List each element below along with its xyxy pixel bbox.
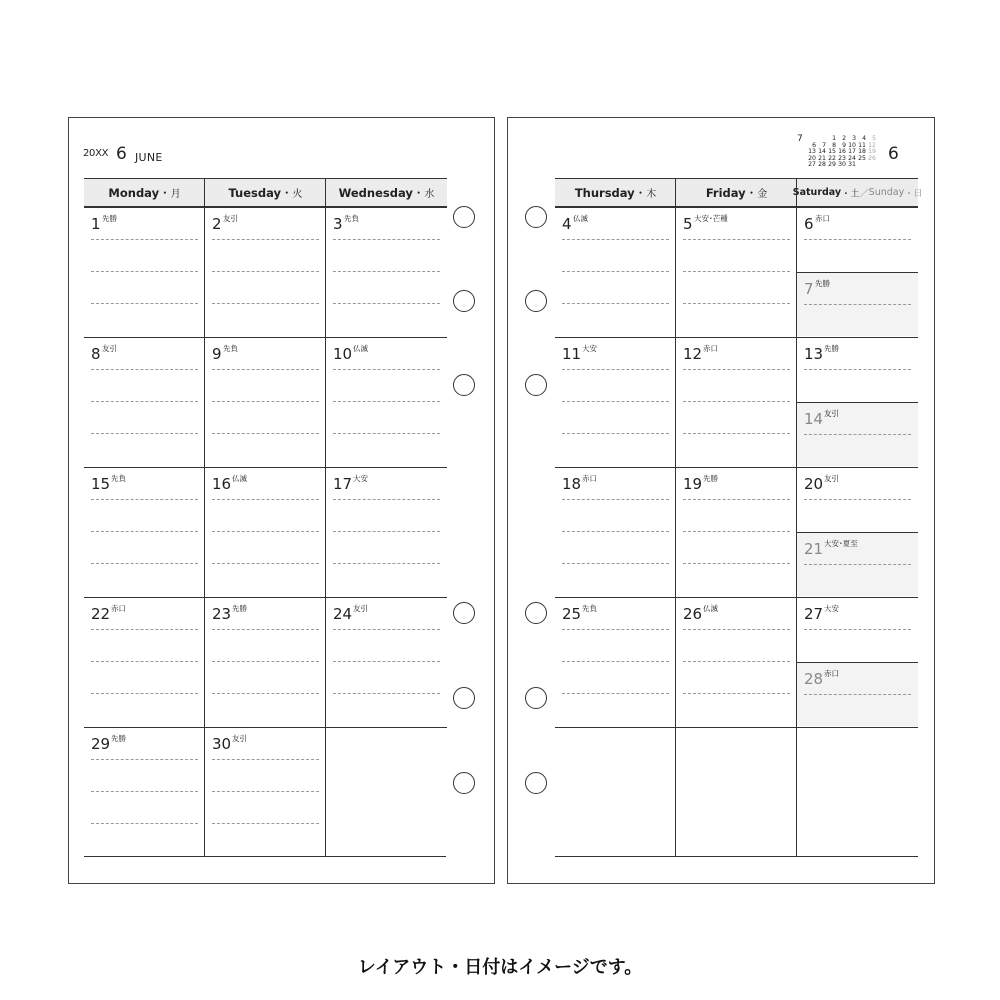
date-number: 20	[804, 475, 824, 493]
rokuyo-label: 先負	[582, 604, 597, 613]
binder-hole	[453, 772, 475, 794]
date-number: 14	[804, 410, 824, 428]
day-name-en: Tuesday	[228, 185, 282, 200]
date-number: 2	[212, 215, 222, 233]
rokuyo-label: 大安	[582, 344, 597, 353]
day-name-en: Saturday	[792, 187, 842, 198]
mini-calendar-day: 24	[848, 154, 856, 162]
writing-line	[562, 531, 669, 532]
date-number: 3	[333, 215, 343, 233]
date-number: 26	[683, 605, 703, 623]
cell-top-rule	[676, 727, 797, 728]
bottom-rule	[84, 856, 446, 857]
writing-line	[333, 271, 440, 272]
date-number: 28	[804, 670, 824, 688]
cell-top-rule	[555, 727, 676, 728]
writing-line	[91, 303, 198, 304]
day-name-jp: 月	[170, 189, 181, 200]
date-number: 9	[212, 345, 222, 363]
day-cell[interactable]	[797, 597, 918, 661]
writing-line	[91, 369, 198, 370]
rokuyo-label: 先勝	[232, 604, 247, 613]
mini-calendar-day: 16	[838, 148, 846, 156]
mini-calendar-day: 25	[858, 154, 866, 162]
empty-cell[interactable]	[797, 727, 918, 856]
cell-top-rule	[84, 337, 205, 338]
mini-calendar-day: 14	[818, 148, 826, 156]
writing-line	[683, 369, 790, 370]
empty-cell[interactable]	[555, 727, 676, 856]
right-month-number: 6	[888, 144, 899, 164]
rokuyo-label: 友引	[824, 474, 839, 483]
date-number: 13	[804, 345, 824, 363]
rokuyo-label: 友引	[353, 604, 368, 613]
day-cell[interactable]	[797, 467, 918, 531]
mini-calendar-day: 5	[872, 135, 876, 142]
writing-line	[333, 369, 440, 370]
day-name-separator: ・	[745, 185, 758, 200]
writing-line	[212, 239, 319, 240]
writing-line	[91, 661, 198, 662]
rokuyo-label: 先勝	[102, 214, 117, 223]
day-name-jp: 土	[850, 188, 860, 199]
date-number: 6	[804, 215, 814, 233]
rokuyo-label: 友引	[102, 344, 117, 353]
writing-line	[562, 239, 669, 240]
cell-top-rule	[326, 467, 447, 468]
day-cell[interactable]	[797, 207, 918, 271]
mini-calendar-day: 21	[818, 154, 826, 162]
day-name-en: Monday	[108, 185, 160, 200]
binder-hole	[525, 290, 547, 312]
rokuyo-label: 先負	[223, 344, 238, 353]
rokuyo-label: 友引	[223, 214, 238, 223]
writing-line	[212, 823, 319, 824]
writing-line	[212, 401, 319, 402]
cell-top-rule	[797, 532, 918, 533]
rokuyo-label: 先勝	[815, 279, 830, 288]
binder-hole	[525, 374, 547, 396]
writing-line	[683, 563, 790, 564]
writing-line	[683, 239, 790, 240]
writing-line	[804, 499, 911, 500]
writing-line	[683, 661, 790, 662]
day-cell[interactable]	[797, 532, 918, 596]
writing-line	[333, 531, 440, 532]
cell-top-rule	[84, 467, 205, 468]
day-cell[interactable]	[84, 727, 205, 856]
date-number: 24	[333, 605, 353, 623]
writing-line	[562, 271, 669, 272]
rokuyo-label: 大安･芒種	[694, 214, 728, 223]
day-cell[interactable]	[797, 337, 918, 401]
next-month-mini-calendar	[797, 134, 877, 168]
day-name-jp: 火	[292, 189, 303, 200]
day-cell[interactable]	[205, 207, 326, 336]
day-cell[interactable]	[84, 597, 205, 726]
writing-line	[333, 239, 440, 240]
writing-line	[212, 759, 319, 760]
rokuyo-label: 先負	[344, 214, 359, 223]
writing-line	[91, 563, 198, 564]
column-header-monday	[84, 178, 205, 207]
writing-line	[804, 239, 911, 240]
column-header-friday	[676, 178, 797, 207]
day-name-en: Friday	[705, 185, 746, 200]
date-number: 17	[333, 475, 353, 493]
rokuyo-label: 赤口	[111, 604, 126, 613]
date-number: 8	[91, 345, 101, 363]
cell-top-rule	[797, 727, 918, 728]
bottom-rule	[555, 856, 918, 857]
writing-line	[212, 531, 319, 532]
day-name-en: Thursday	[574, 185, 635, 200]
date-number: 25	[562, 605, 582, 623]
column-header-weekend	[792, 178, 923, 207]
writing-line	[212, 369, 319, 370]
cell-top-rule	[84, 207, 205, 208]
writing-line	[212, 693, 319, 694]
mini-calendar-day: 30	[838, 161, 846, 169]
writing-line	[683, 531, 790, 532]
rokuyo-label: 友引	[824, 409, 839, 418]
writing-line	[333, 433, 440, 434]
cell-top-rule	[555, 207, 676, 208]
mini-calendar-day: 19	[868, 148, 876, 156]
binder-hole	[453, 602, 475, 624]
mini-calendar-day: 6	[812, 141, 816, 149]
writing-line	[683, 271, 790, 272]
cell-top-rule	[205, 597, 326, 598]
rokuyo-label: 友引	[232, 734, 247, 743]
rokuyo-label: 先負	[111, 474, 126, 483]
date-number: 4	[562, 215, 572, 233]
writing-line	[804, 434, 911, 435]
day-cell[interactable]	[326, 467, 447, 596]
writing-line	[804, 694, 911, 695]
day-cell[interactable]	[797, 402, 918, 466]
rokuyo-label: 先勝	[111, 734, 126, 743]
rokuyo-label: 大安	[824, 604, 839, 613]
date-number: 7	[804, 280, 814, 298]
cell-top-rule	[205, 337, 326, 338]
writing-line	[804, 369, 911, 370]
date-number: 16	[212, 475, 232, 493]
writing-line	[212, 661, 319, 662]
writing-line	[333, 563, 440, 564]
day-cell[interactable]	[676, 597, 797, 726]
day-cell[interactable]	[676, 207, 797, 336]
binder-hole	[453, 290, 475, 312]
day-name-separator: ・	[412, 185, 425, 200]
mini-calendar-day: 10	[848, 141, 856, 149]
cell-top-rule	[326, 337, 447, 338]
writing-line	[333, 629, 440, 630]
cell-top-rule	[797, 662, 918, 663]
day-cell[interactable]	[326, 337, 447, 466]
cell-top-rule	[555, 337, 676, 338]
day-cell[interactable]	[555, 207, 676, 336]
cell-top-rule	[797, 272, 918, 273]
rokuyo-label: 赤口	[824, 669, 839, 678]
column-header-thursday	[555, 178, 676, 207]
rokuyo-label: 赤口	[815, 214, 830, 223]
binder-hole	[453, 687, 475, 709]
writing-line	[562, 499, 669, 500]
day-cell[interactable]	[797, 272, 918, 336]
writing-line	[212, 499, 319, 500]
mini-calendar-day: 8	[832, 141, 836, 149]
rokuyo-label: 仏滅	[703, 604, 718, 613]
writing-line	[562, 693, 669, 694]
writing-line	[212, 629, 319, 630]
writing-line	[212, 791, 319, 792]
cell-top-rule	[326, 207, 447, 208]
mini-calendar-day: 15	[828, 148, 836, 156]
cell-top-rule	[676, 207, 797, 208]
month-name: JUNE	[135, 151, 163, 164]
mini-calendar-month: 7	[797, 134, 803, 144]
cell-top-rule	[797, 337, 918, 338]
writing-line	[562, 433, 669, 434]
day-name-separator-sunday: ・	[904, 188, 914, 200]
day-cell[interactable]	[84, 207, 205, 336]
day-name-en: Wednesday	[338, 185, 413, 200]
writing-line	[333, 303, 440, 304]
mini-calendar-day: 7	[822, 141, 826, 149]
writing-line	[333, 401, 440, 402]
mini-calendar-day: 31	[848, 161, 856, 169]
column-header-wednesday	[326, 178, 447, 207]
day-name-separator: ・	[634, 185, 647, 200]
writing-line	[683, 433, 790, 434]
mini-calendar-day: 17	[848, 148, 856, 156]
cell-top-rule	[326, 727, 447, 728]
column-header-tuesday	[205, 178, 326, 207]
day-name-jp: 木	[646, 189, 657, 200]
date-number: 10	[333, 345, 353, 363]
mini-calendar-day: 18	[858, 148, 866, 156]
mini-calendar-day: 26	[868, 154, 876, 162]
day-cell[interactable]	[205, 337, 326, 466]
mini-calendar-day: 2	[842, 135, 846, 142]
date-number: 30	[212, 735, 232, 753]
day-cell[interactable]	[555, 597, 676, 726]
cell-top-rule	[84, 597, 205, 598]
empty-cell[interactable]	[676, 727, 797, 856]
rokuyo-label: 仏滅	[232, 474, 247, 483]
day-name-en-sunday: Sunday	[868, 187, 905, 198]
mini-calendar-day: 4	[862, 135, 866, 142]
writing-line	[333, 499, 440, 500]
mini-calendar-day: 1	[832, 135, 836, 142]
day-cell[interactable]	[205, 597, 326, 726]
cell-top-rule	[205, 207, 326, 208]
binder-hole	[453, 206, 475, 228]
cell-top-rule	[676, 337, 797, 338]
date-number: 12	[683, 345, 703, 363]
day-cell[interactable]	[797, 662, 918, 726]
mini-calendar-day: 9	[842, 141, 846, 149]
writing-line	[562, 629, 669, 630]
disclaimer-caption: レイアウト・日付はイメージです。	[357, 957, 643, 978]
rokuyo-label: 仏滅	[573, 214, 588, 223]
cell-top-rule	[797, 402, 918, 403]
writing-line	[212, 433, 319, 434]
writing-line	[91, 759, 198, 760]
day-cell[interactable]	[326, 207, 447, 336]
empty-cell[interactable]	[326, 727, 447, 856]
writing-line	[91, 629, 198, 630]
date-number: 18	[562, 475, 582, 493]
day-name-jp: 水	[424, 189, 435, 200]
month-number: 6	[116, 144, 127, 164]
writing-line	[91, 499, 198, 500]
rokuyo-label: 仏滅	[353, 344, 368, 353]
cell-top-rule	[555, 467, 676, 468]
weekend-slash: ／	[859, 188, 869, 200]
day-cell[interactable]	[84, 337, 205, 466]
mini-calendar-day: 11	[858, 141, 866, 149]
writing-line	[804, 304, 911, 305]
mini-calendar-day: 20	[808, 154, 816, 162]
date-number: 15	[91, 475, 111, 493]
writing-line	[91, 823, 198, 824]
writing-line	[683, 303, 790, 304]
cell-top-rule	[797, 467, 918, 468]
date-number: 23	[212, 605, 232, 623]
writing-line	[333, 693, 440, 694]
writing-line	[91, 433, 198, 434]
rokuyo-label: 先勝	[824, 344, 839, 353]
writing-line	[683, 401, 790, 402]
writing-line	[212, 271, 319, 272]
date-number: 29	[91, 735, 111, 753]
writing-line	[804, 564, 911, 565]
writing-line	[91, 239, 198, 240]
date-number: 11	[562, 345, 582, 363]
binder-hole	[525, 687, 547, 709]
writing-line	[91, 791, 198, 792]
binder-hole	[525, 602, 547, 624]
day-name-jp: 金	[757, 189, 768, 200]
mini-calendar-day: 27	[808, 161, 816, 169]
writing-line	[91, 693, 198, 694]
writing-line	[562, 369, 669, 370]
rokuyo-label: 赤口	[582, 474, 597, 483]
day-name-jp-sunday: 日	[913, 188, 923, 199]
cell-top-rule	[205, 467, 326, 468]
writing-line	[683, 629, 790, 630]
day-cell[interactable]	[205, 467, 326, 596]
mini-calendar-day: 13	[808, 148, 816, 156]
writing-line	[562, 401, 669, 402]
binder-hole	[453, 374, 475, 396]
day-cell[interactable]	[205, 727, 326, 856]
day-cell[interactable]	[676, 467, 797, 596]
mini-calendar-day: 29	[828, 161, 836, 169]
date-number: 5	[683, 215, 693, 233]
binder-hole	[525, 772, 547, 794]
date-number: 1	[91, 215, 101, 233]
cell-top-rule	[676, 597, 797, 598]
writing-line	[91, 531, 198, 532]
cell-top-rule	[205, 727, 326, 728]
mini-calendar-week-row	[807, 161, 877, 168]
writing-line	[212, 563, 319, 564]
cell-top-rule	[797, 207, 918, 208]
writing-line	[91, 401, 198, 402]
cell-top-rule	[326, 597, 447, 598]
writing-line	[562, 303, 669, 304]
day-cell[interactable]	[326, 597, 447, 726]
date-number: 22	[91, 605, 111, 623]
writing-line	[683, 693, 790, 694]
writing-line	[91, 271, 198, 272]
year-label: 20XX	[83, 148, 109, 159]
cell-top-rule	[84, 727, 205, 728]
mini-calendar-day: 23	[838, 154, 846, 162]
cell-top-rule	[555, 597, 676, 598]
writing-line	[333, 661, 440, 662]
mini-calendar-day: 3	[852, 135, 856, 142]
rokuyo-label: 大安	[353, 474, 368, 483]
writing-line	[562, 563, 669, 564]
writing-line	[804, 629, 911, 630]
writing-line	[562, 661, 669, 662]
rokuyo-label: 大安･夏至	[824, 539, 858, 548]
date-number: 27	[804, 605, 824, 623]
date-number: 21	[804, 540, 824, 558]
cell-top-rule	[797, 597, 918, 598]
mini-calendar-day: 28	[818, 161, 826, 169]
day-cell[interactable]	[676, 337, 797, 466]
day-cell[interactable]	[84, 467, 205, 596]
cell-top-rule	[676, 467, 797, 468]
day-name-separator: ・	[841, 188, 851, 200]
writing-line	[212, 303, 319, 304]
binder-hole	[525, 206, 547, 228]
day-cell[interactable]	[555, 467, 676, 596]
date-number: 19	[683, 475, 703, 493]
day-name-separator: ・	[281, 185, 293, 200]
mini-calendar-day: 12	[868, 141, 876, 149]
writing-line	[683, 499, 790, 500]
rokuyo-label: 先勝	[703, 474, 718, 483]
day-name-separator: ・	[159, 185, 171, 200]
rokuyo-label: 赤口	[703, 344, 718, 353]
mini-calendar-day: 22	[828, 154, 836, 162]
day-cell[interactable]	[555, 337, 676, 466]
